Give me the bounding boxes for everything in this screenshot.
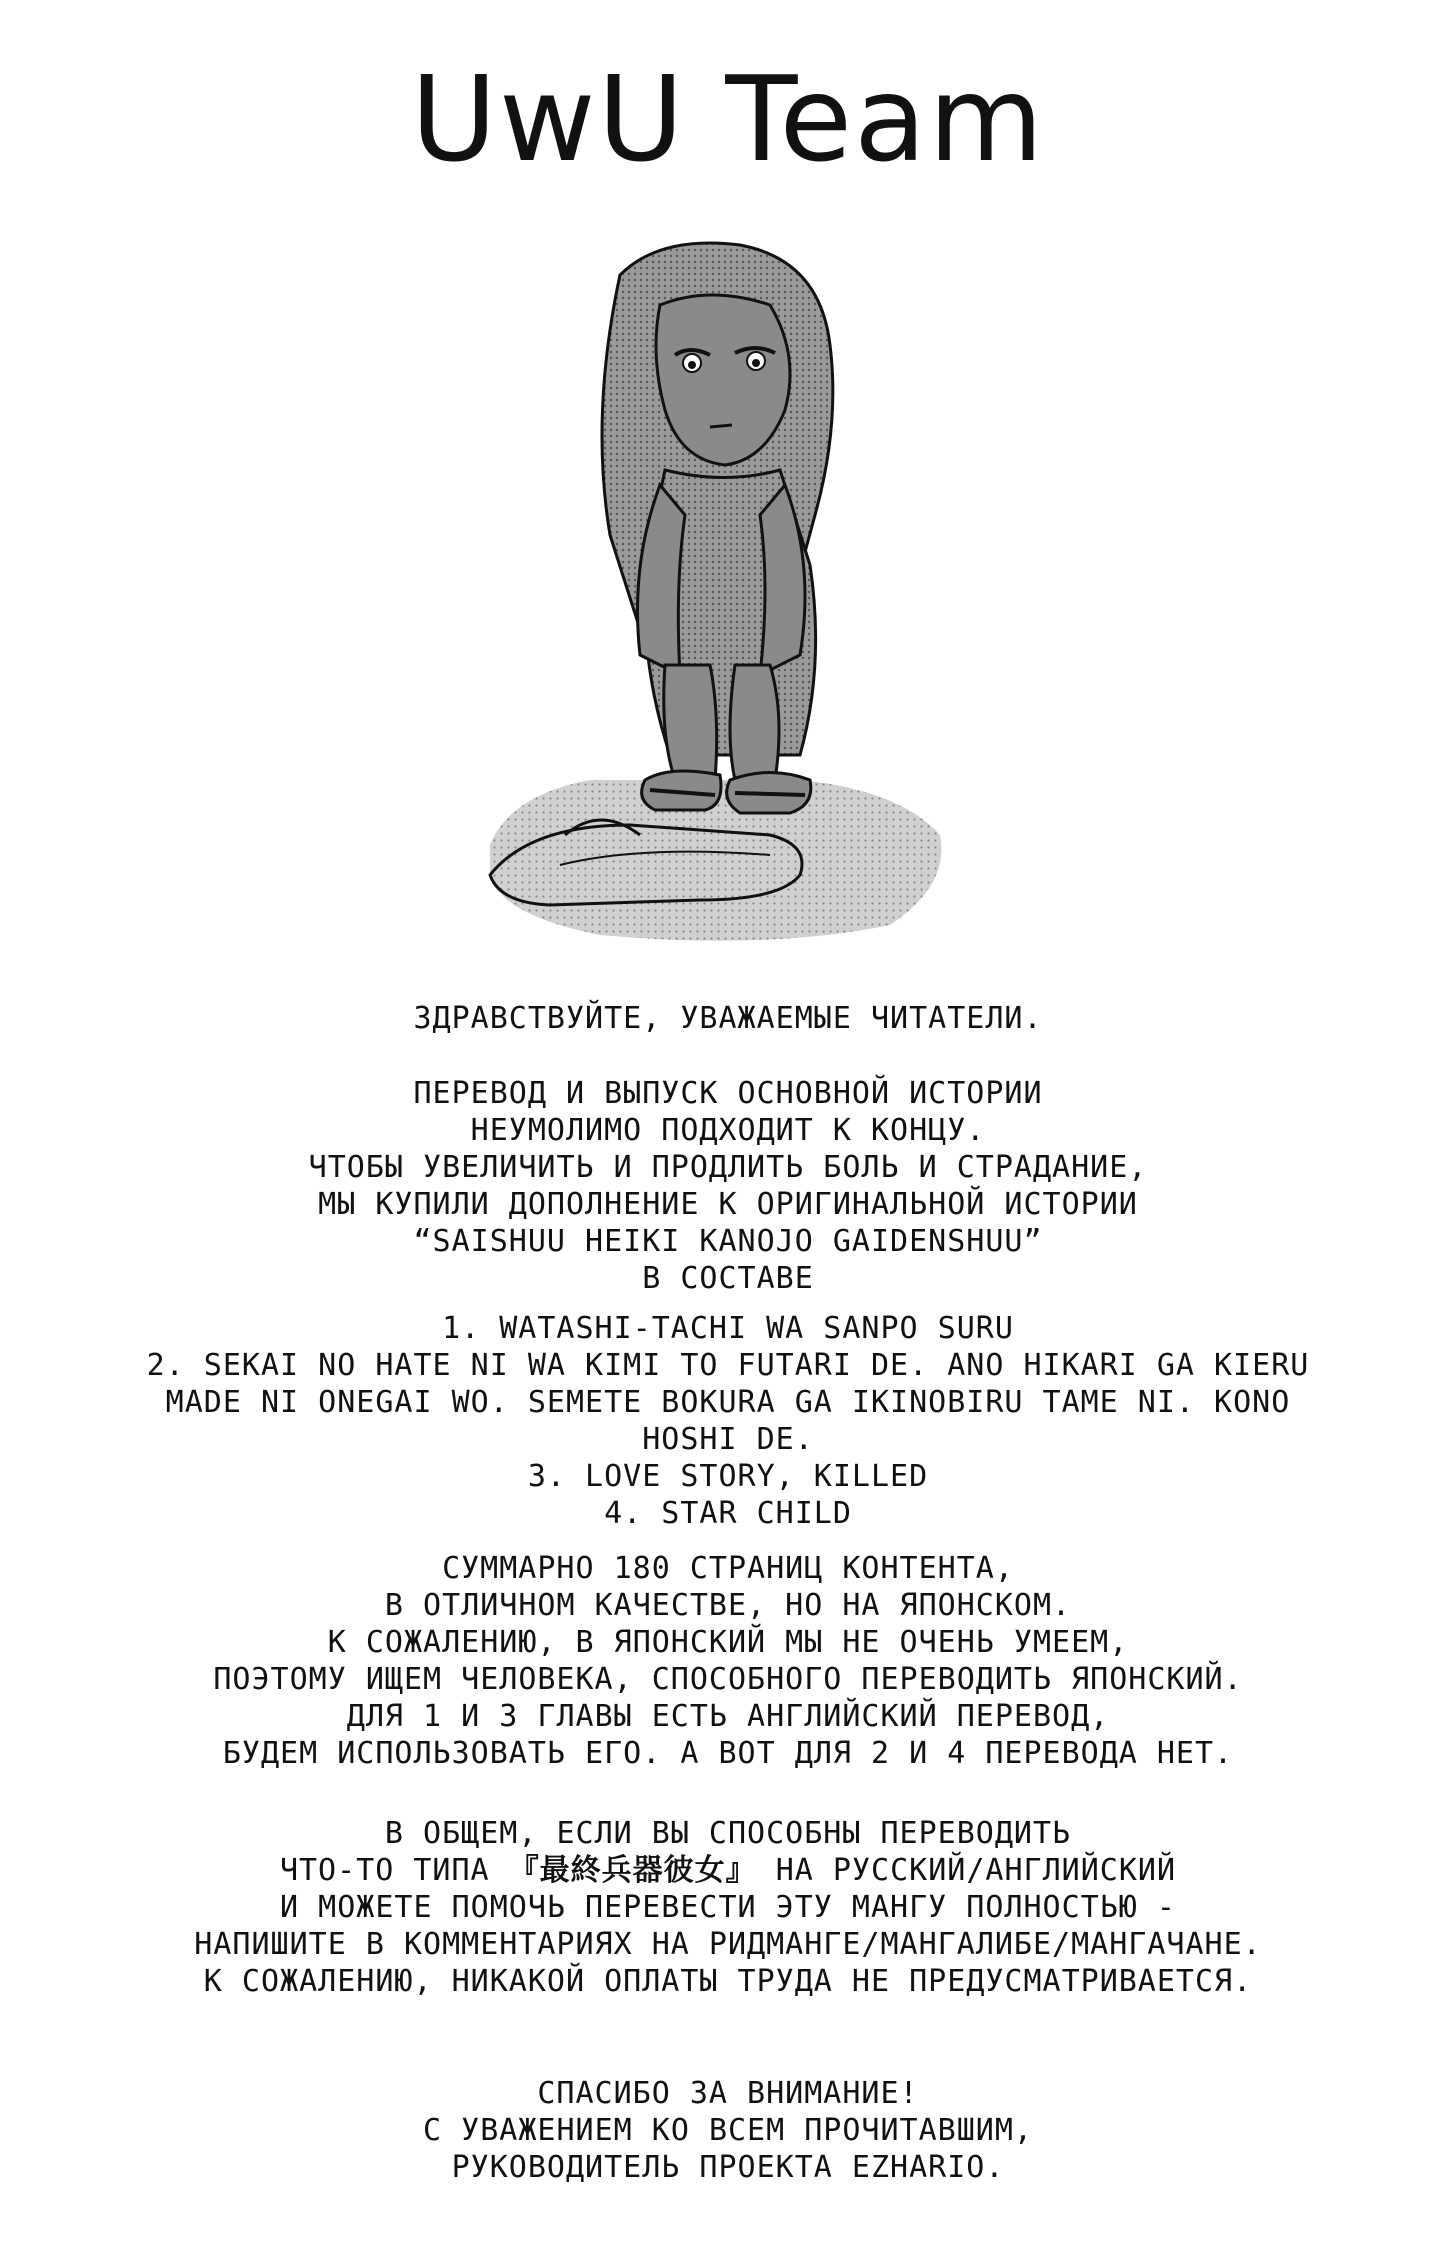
intro-line: В СОСТАВЕ (642, 1261, 814, 1296)
chapter-item: 2. SEKAI NO HATE NI WA KIMI TO FUTARI DE. ANO HIKARI GA KIERU (146, 1348, 1310, 1383)
chapter-list (40, 1310, 1416, 1532)
intro-line: МЫ КУПИЛИ ДОПОЛНЕНИЕ К ОРИГИНАЛЬНОЙ ИСТОРИИ (318, 1187, 1138, 1222)
request-line (40, 1852, 1416, 1889)
girl-illustration (470, 235, 990, 945)
intro-line: НЕУМОЛИМО ПОДХОДИТ К КОНЦУ. (470, 1113, 986, 1148)
greeting-line: ЗДРАВСТВУЙТЕ, УВАЖАЕМЫЕ ЧИТАТЕЛИ. (413, 1001, 1043, 1036)
intro-line: ПЕРЕВОД И ВЫПУСК ОСНОВНОЙ ИСТОРИИ (413, 1076, 1043, 1111)
summary-line: ПОЭТОМУ ИЩЕМ ЧЕЛОВЕКА, СПОСОБНОГО ПЕРЕВОДИТЬ ЯПОНСКИЙ. (213, 1662, 1243, 1697)
chapter-item: 1. WATASHI-TACHI WA SANPO SURU (442, 1311, 1014, 1346)
request-line: К СОЖАЛЕНИЮ, НИКАКОЙ ОПЛАТЫ ТРУДА НЕ ПРЕДУСМАТРИВАЕТСЯ. (203, 1964, 1253, 1999)
closing-line: РУКОВОДИТЕЛЬ ПРОЕКТА EZHARIO. (451, 2150, 1005, 2185)
summary-line: В ОТЛИЧНОМ КАЧЕСТВЕ, НО НА ЯПОНСКОМ. (384, 1588, 1072, 1623)
japanese-title: 『最終兵器彼女』 (508, 1853, 757, 1888)
summary-line: СУММАРНО 180 СТРАНИЦ КОНТЕНТА, (442, 1551, 1014, 1586)
closing-block (40, 2075, 1416, 2186)
chapter-item: MADE NI ONEGAI WO. SEMETE BOKURA GA IKINOBIRU TAME NI. KONO (165, 1385, 1291, 1420)
greeting-block (40, 1000, 1416, 1037)
chapter-item: HOSHI DE. (642, 1422, 814, 1457)
intro-line: “SAISHUU HEIKI KANOJO GAIDENSHUU” (413, 1224, 1043, 1259)
request-line: В ОБЩЕМ, ЕСЛИ ВЫ СПОСОБНЫ ПЕРЕВОДИТЬ (384, 1816, 1072, 1851)
request-line: НАПИШИТЕ В КОММЕНТАРИЯХ НА РИДМАНГЕ/МАНГАЛИБЕ/МАНГАЧАНЕ. (194, 1927, 1262, 1962)
summary-line: БУДЕМ ИСПОЛЬЗОВАТЬ ЕГО. А ВОТ ДЛЯ 2 И 4 ПЕРЕВОДА НЕТ. (222, 1736, 1234, 1771)
closing-line: С УВАЖЕНИЕМ КО ВСЕМ ПРОЧИТАВШИМ, (423, 2113, 1033, 2148)
intro-block (40, 1075, 1416, 1297)
chapter-item: 4. STAR CHILD (604, 1496, 852, 1531)
request-block (40, 1815, 1416, 2000)
summary-block (40, 1550, 1416, 1772)
request-suffix: НА РУССКИЙ/АНГЛИЙСКИЙ (756, 1853, 1177, 1888)
intro-line: ЧТОБЫ УВЕЛИЧИТЬ И ПРОДЛИТЬ БОЛЬ И СТРАДАНИЕ, (308, 1150, 1148, 1185)
chapter-item: 3. LOVE STORY, KILLED (527, 1459, 929, 1494)
summary-line: ДЛЯ 1 И 3 ГЛАВЫ ЕСТЬ АНГЛИЙСКИЙ ПЕРЕВОД, (346, 1699, 1110, 1734)
page-title: UwU Team (410, 50, 1046, 188)
request-prefix: ЧТО-ТО ТИПА (279, 1853, 509, 1888)
summary-line: К СОЖАЛЕНИЮ, В ЯПОНСКИЙ МЫ НЕ ОЧЕНЬ УМЕЕМ, (327, 1625, 1129, 1660)
closing-line: СПАСИБО ЗА ВНИМАНИЕ! (537, 2076, 919, 2111)
request-line: И МОЖЕТЕ ПОМОЧЬ ПЕРЕВЕСТИ ЭТУ МАНГУ ПОЛНОСТЬЮ - (280, 1890, 1176, 1925)
